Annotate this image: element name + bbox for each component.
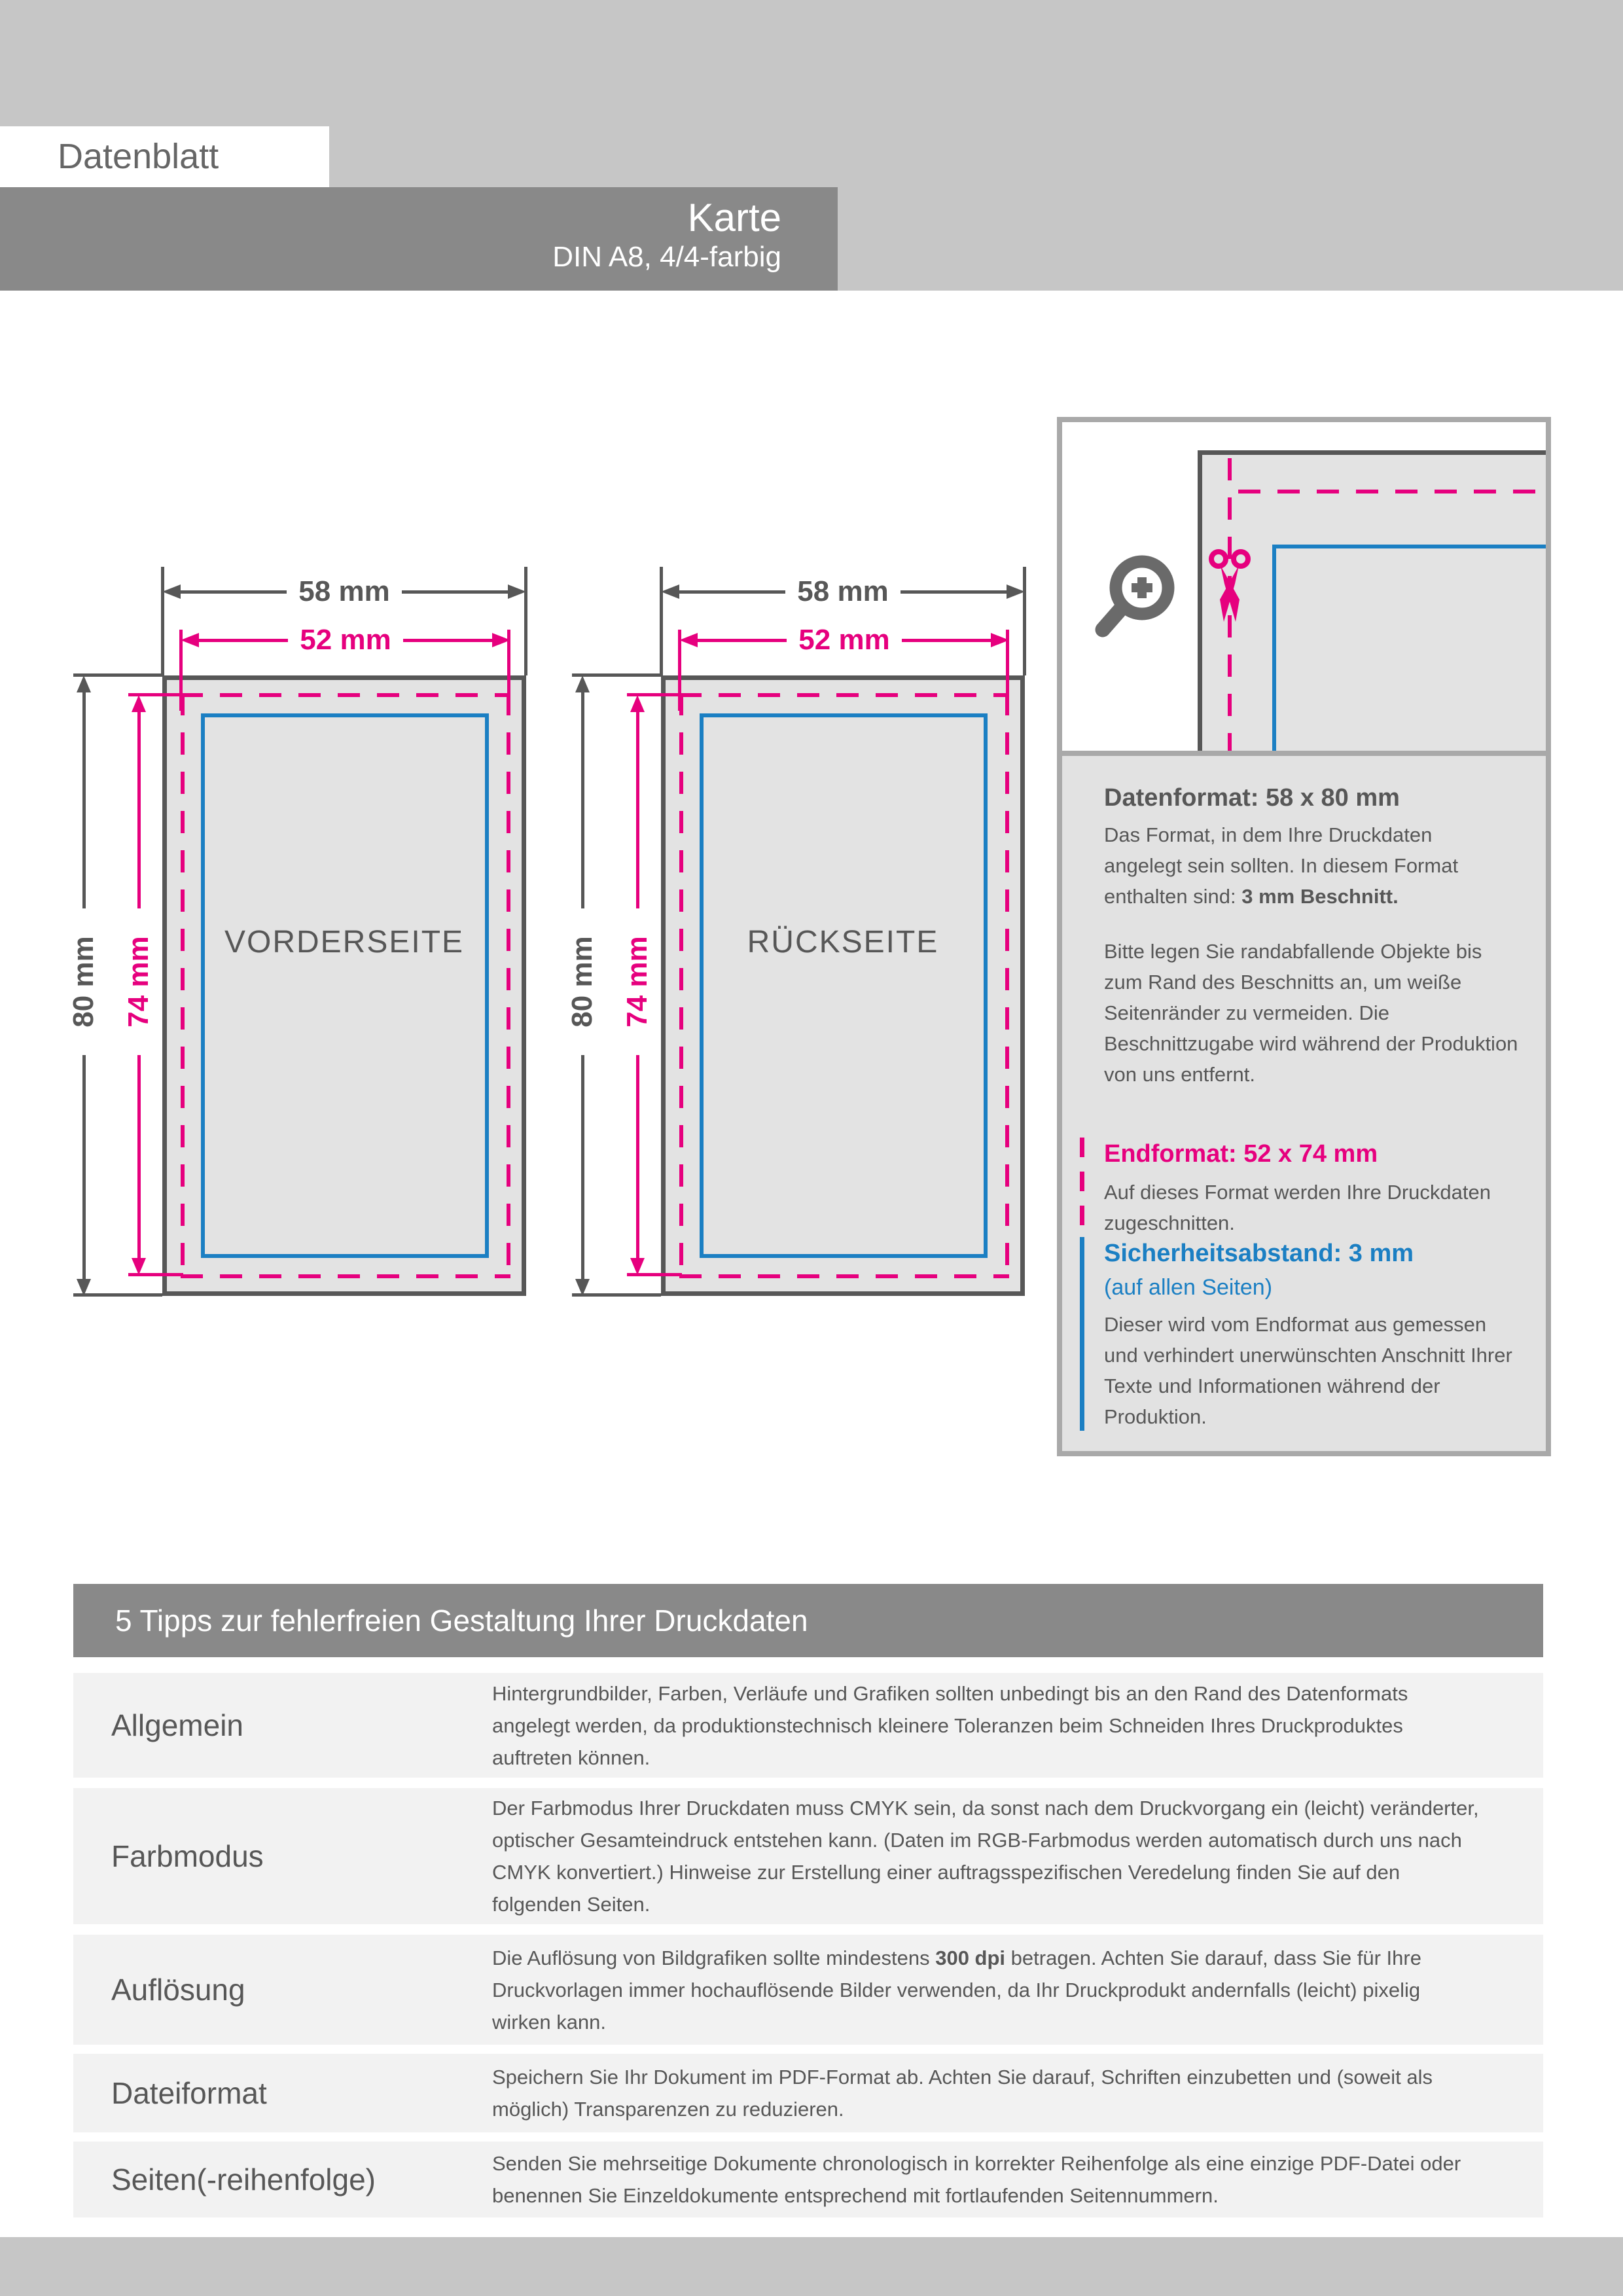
sicherheitsabstand-subtitle: (auf allen Seiten) [1104, 1275, 1273, 1300]
product-format: DIN A8, 4/4-farbig [552, 241, 781, 273]
sicherheitsabstand-title: Sicherheitsabstand: 3 mm [1104, 1240, 1414, 1267]
arrowhead-up-icon [630, 695, 645, 712]
datenformat-title: Datenformat: 58 x 80 mm [1104, 784, 1400, 812]
front-outer-height-value: 80 mm [67, 936, 99, 1028]
datenformat-body2: Bitte legen Sie randabfallende Objekte bis zum Rand des Beschnitts an, um weiße Seitenränder zu vermeiden. Die Beschnittzugabe wird während der Produktion von uns entfernt. [1104, 940, 1518, 1086]
tip-text: Speichern Sie Ihr Dokument im PDF-Format ab. Achten Sie darauf, Schriften einzubetten und (soweit als möglich) Transparenzen zu reduzieren. [492, 2066, 1433, 2121]
tip-label: Farbmodus [111, 1839, 264, 1873]
extent-line [507, 630, 510, 711]
front-width-dimension [162, 575, 526, 609]
back-cutline-right [1005, 693, 1009, 1278]
arrowhead-left-icon [661, 584, 679, 599]
extent-line [1023, 567, 1026, 675]
tip-text: Hintergrundbilder, Farben, Verläufe und Grafiken sollten unbedingt bis an den Rand des Datenformats angelegt werden, da produktionstechnisch kleinere Toleranzen beim Schneiden Ihres Druckproduktes auftreten können. [492, 1681, 1408, 1769]
back-safety-area [700, 713, 988, 1258]
tip-row-farbmodus [73, 1788, 1543, 1924]
front-outer-width-value: 58 mm [298, 575, 390, 607]
extent-line [660, 567, 663, 675]
tip-row-dateiformat [73, 2054, 1543, 2132]
tip-text: Die Auflösung von Bildgrafiken sollte mindestens 300 dpi betragen. Achten Sie darauf, dass Sie für Ihre Druckvorlagen immer hochauflösende Bilder verwenden, da Ihr Druckprodukt andernfalls (leicht) pixelig wirken kann. [492, 1946, 1421, 2034]
tip-row-aufloesung [73, 1935, 1543, 2045]
extent-line [179, 630, 183, 711]
front-trim-width-dimension [181, 623, 510, 657]
detail-cutline-horizontal [1238, 490, 1546, 493]
extent-line [627, 693, 682, 696]
document-title: Datenblatt [0, 126, 329, 187]
arrowhead-left-icon [162, 584, 181, 599]
front-inner-height-value: 74 mm [122, 936, 154, 1028]
detail-card-edge-top [1198, 450, 1546, 455]
front-cutline-top [181, 693, 510, 697]
arrowhead-up-icon [575, 675, 590, 692]
front-inner-width-value: 52 mm [300, 624, 391, 656]
extent-line [1006, 630, 1009, 711]
extent-line [524, 567, 527, 675]
arrowhead-right-icon [1007, 584, 1025, 599]
product-header [0, 187, 838, 291]
endformat-marker-line [1080, 1138, 1084, 1253]
back-inner-width-value: 52 mm [798, 624, 890, 656]
scissors-icon [1207, 548, 1253, 627]
detail-card-edge-left [1198, 450, 1202, 751]
tip-label: Allgemein [111, 1708, 243, 1742]
arrowhead-left-icon [181, 633, 199, 647]
dimension-line [581, 1055, 584, 1280]
extent-line [73, 1293, 162, 1297]
back-width-dimension [661, 575, 1025, 609]
tips-heading-bar [73, 1584, 1543, 1657]
back-cutline-bottom [679, 1274, 1009, 1278]
tip-text: Senden Sie mehrseitige Dokumente chronologisch in korrekter Reihenfolge als eine einzige PDF-Datei oder benennen Sie Einzeldokumente entsprechend mit fortlaufenden Seitennummern. [492, 2152, 1461, 2207]
back-trim-width-dimension [679, 623, 1009, 657]
bottom-gray-band [0, 2237, 1623, 2296]
front-cutline-right [507, 693, 510, 1278]
front-card-label: VORDERSEITE [224, 925, 465, 960]
endformat-body: Auf dieses Format werden Ihre Druckdaten zugeschnitten. [1104, 1181, 1491, 1234]
product-name: Karte [687, 196, 781, 240]
datenformat-body: Das Format, in dem Ihre Druckdaten angelegt sein sollten. In diesem Format enthalten sind: 3 mm Beschnitt. [1104, 823, 1459, 908]
extent-line [572, 673, 661, 677]
front-cutline-left [181, 693, 185, 1278]
back-outer-height-value: 80 mm [566, 936, 598, 1028]
extent-line [627, 1273, 682, 1276]
detail-safety-corner [1272, 545, 1546, 751]
extent-line [128, 693, 183, 696]
back-card-label: RÜCKSEITE [747, 925, 939, 960]
front-cutline-bottom [181, 1274, 510, 1278]
dimension-line [636, 712, 639, 908]
extent-line [128, 1273, 183, 1276]
dimension-line [82, 1055, 86, 1280]
extent-line [73, 673, 162, 677]
magnifier-plus-icon [1086, 550, 1198, 648]
tip-row-seitenreihenfolge [73, 2142, 1543, 2217]
tip-label: Seiten(-reihenfolge) [111, 2162, 376, 2197]
extent-line [572, 1293, 661, 1297]
tip-row-allgemein [73, 1673, 1543, 1778]
back-cutline-left [679, 693, 683, 1278]
tip-text: Der Farbmodus Ihrer Druckdaten muss CMYK sein, da sonst nach dem Druckvorgang ein (leicht) veränderter, optischer Gesamteindruck entstehen kann. (Daten im RGB-Farbmodus werden automatisch durch uns nach CMYK konvertiert.) Hinweise zur Erstellung einer auftragsspezifischen Veredelung finden Sie auf den folgenden Seiten. [492, 1797, 1479, 1916]
dimension-line [137, 1055, 141, 1258]
back-cutline-top [679, 693, 1009, 697]
dimension-line [82, 692, 86, 908]
front-safety-area [201, 713, 489, 1258]
arrowhead-left-icon [679, 633, 698, 647]
sicherheitsabstand-marker-line [1080, 1237, 1084, 1431]
dimension-line [636, 1055, 639, 1258]
arrowhead-up-icon [77, 675, 91, 692]
endformat-title: Endformat: 52 x 74 mm [1104, 1140, 1378, 1168]
back-inner-height-value: 74 mm [621, 936, 653, 1028]
back-outer-width-value: 58 mm [797, 575, 889, 607]
tip-label: Auflösung [111, 1973, 245, 2007]
sicherheitsabstand-body: Dieser wird vom Endformat aus gemessen und verhindert unerwünschten Anschnitt Ihrer Texte und Informationen während der Produktion. [1104, 1313, 1512, 1428]
dimension-line [137, 712, 141, 908]
extent-line [678, 630, 681, 711]
arrowhead-up-icon [132, 695, 146, 712]
arrowhead-right-icon [508, 584, 526, 599]
dimension-line [581, 692, 584, 908]
tip-label: Dateiformat [111, 2076, 267, 2110]
extent-line [161, 567, 164, 675]
tips-heading: 5 Tipps zur fehlerfreien Gestaltung Ihrer Druckdaten [115, 1604, 808, 1638]
